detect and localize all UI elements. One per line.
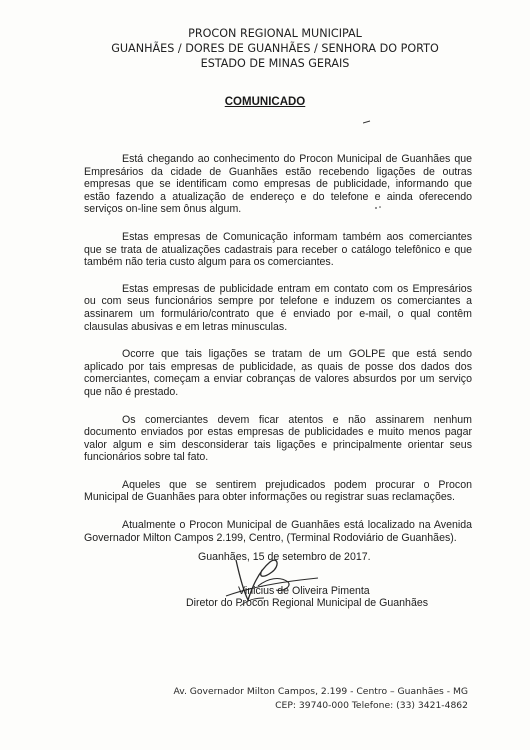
body-paragraph-5: Os comerciantes devem ficar atentos e não assinarem nenhum documento enviados por estas empresas de publicidades e muito menos pagar valor algum e sim desconsiderar tais ligações e principalmente orientar seus funcionários sobre tal fato. <box>84 413 472 464</box>
document-title: COMUNICADO <box>224 96 306 108</box>
body-paragraph-1: Está chegando ao conhecimento do Procon Municipal de Guanhães que Empresários da cidade de Guanhães estão recebendo ligações de outras empresas que se identificam como empresas de publicidade, informando que estão fazendo a atualização de endereço e do telefone e ainda oferecendo serviços on-line sem ônus algum. <box>84 153 472 216</box>
body-paragraph-2: Estas empresas de Comunicação informam também aos comerciantes que se trata de atualizações cadastrais para receber o catálogo telefônico e que também não teria custo algum para os comerciantes. <box>84 230 472 269</box>
footer-address: Av. Governador Milton Campos, 2.199 - Centro – Guanhães - MG <box>173 686 468 697</box>
signer-role: Diretor do Procon Regional Municipal de Guanhães <box>186 597 429 609</box>
body-paragraph-7: Atualmente o Procon Municipal de Guanhães está localizado na Avenida Governador Milton Campos 2.199, Centro, (Terminal Rodoviário de Guanhães). <box>84 519 472 544</box>
body-paragraph-3: Estas empresas de publicidade entram em contato com os Empresários ou com seus funcionários sempre por telefone e induzem os comerciantes a assinarem um formulário/contrato que é enviado por e-mail, o qual contêm clausulas abusivas e em letras minusculas. <box>84 282 472 333</box>
letterhead-line-1: PROCON REGIONAL MUNICIPAL <box>188 27 362 40</box>
letterhead <box>60 26 490 71</box>
letterhead-line-3: ESTADO DE MINAS GERAIS <box>200 57 350 70</box>
letterhead-footer <box>173 685 468 713</box>
footer-contact: CEP: 39740-000 Telefone: (33) 3421-4862 <box>275 700 468 711</box>
scan-mark <box>363 120 371 124</box>
signer-name: Vinicius de Oliveira Pimenta <box>238 585 370 597</box>
letter-body <box>84 153 472 559</box>
letterhead-line-2: GUANHÃES / DORES DE GUANHÃES / SENHORA DO PORTO <box>111 42 439 55</box>
letter-date: Guanhães, 15 de setembro de 2017. <box>198 551 371 563</box>
body-paragraph-6: Aqueles que se sentirem prejudicados podem procurar o Procon Municipal de Guanhães para obter informações ou registrar suas reclamações. <box>84 478 472 504</box>
body-paragraph-4: Ocorre que tais ligações se tratam de um GOLPE que está sendo aplicado por tais empresas de publicidade, as quais de posse dos dados dos comerciantes, começam a enviar cobranças de valores absurdos por um serviço que não é prestado. <box>84 348 472 398</box>
